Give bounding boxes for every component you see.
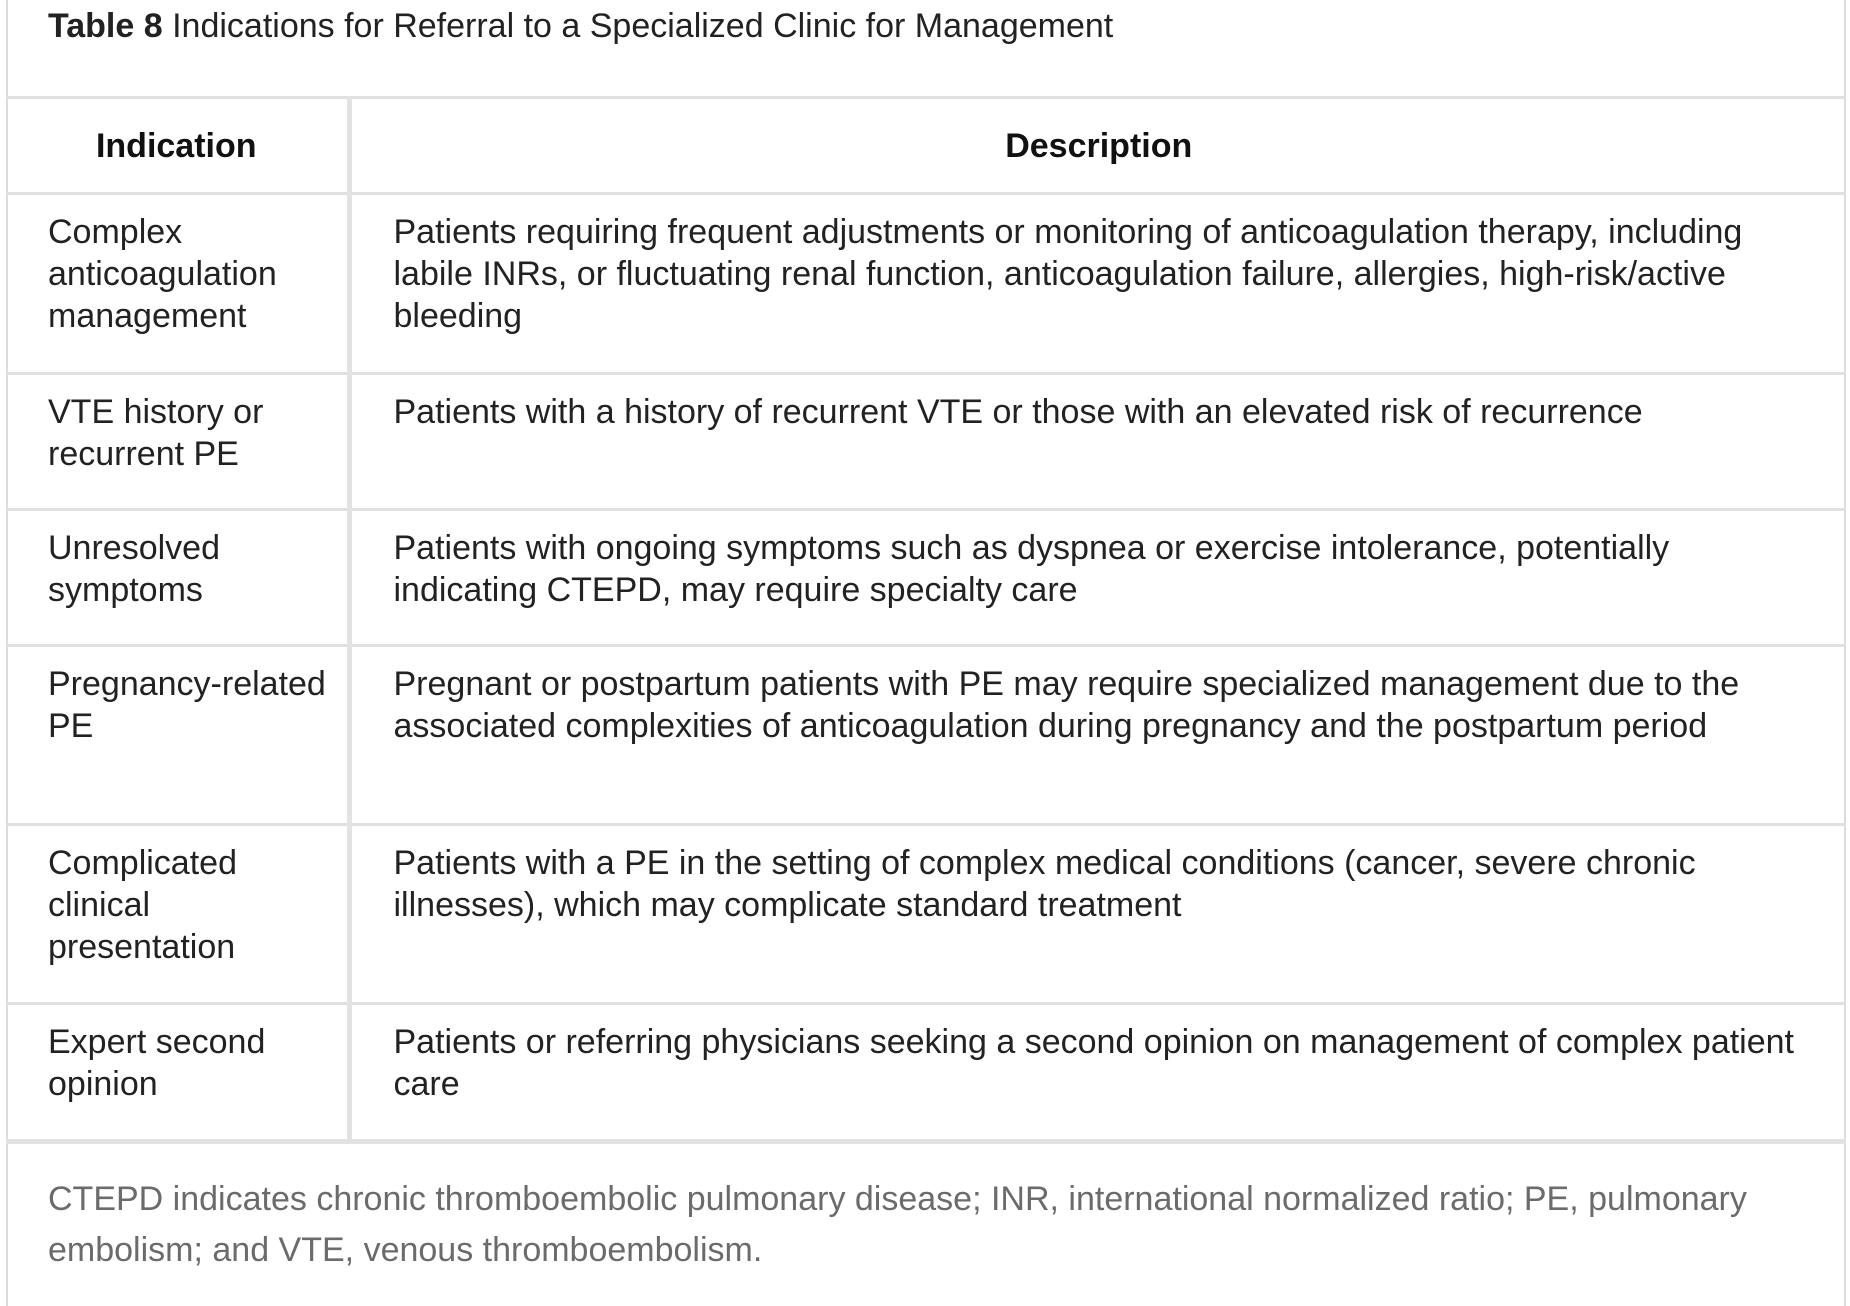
description-cell: Pregnant or postpartum patients with PE may require specialized management due to the associated complexities of anticoagulation during pregnancy and the postpartum period [349, 646, 1846, 825]
description-cell: Patients with a PE in the setting of complex medical conditions (cancer, severe chronic illnesses), which may complicate standard treatment [349, 825, 1846, 1004]
table-row [6, 374, 1846, 510]
table-row [6, 646, 1846, 825]
description-cell: Patients or referring physicians seeking a second opinion on management of complex patient care [349, 1004, 1846, 1142]
table-row [6, 194, 1846, 374]
header-indication: Indication [6, 98, 349, 194]
table-row [6, 825, 1846, 1004]
description-cell: Patients with ongoing symptoms such as dyspnea or exercise intolerance, potentially indicating CTEPD, may require specialty care [349, 510, 1846, 646]
indication-cell: VTE history or recurrent PE [6, 374, 349, 510]
table-title: Indications for Referral to a Specialized Clinic for Management [172, 7, 1114, 45]
header-row [6, 98, 1846, 194]
table-label: Table 8 [48, 7, 163, 45]
description-cell: Patients with a history of recurrent VTE or those with an elevated risk of recurrence [349, 374, 1846, 510]
indication-cell: Complicated clinical presentation [6, 825, 349, 1004]
table-footnote: CTEPD indicates chronic thromboembolic pulmonary disease; INR, international normalized ratio; PE, pulmonary embolism; and VTE, venous thromboembolism. [48, 1180, 1747, 1269]
referral-table [6, 96, 1846, 1144]
description-cell: Patients requiring frequent adjustments or monitoring of anticoagulation therapy, including labile INRs, or fluctuating renal function, anticoagulation failure, allergies, high-risk/active bleeding [349, 194, 1846, 374]
table-caption [48, 4, 1113, 48]
table-row [6, 510, 1846, 646]
indication-cell: Complex anticoagulation management [6, 194, 349, 374]
indication-cell: Expert second opinion [6, 1004, 349, 1142]
table-row [6, 1004, 1846, 1142]
indication-cell: Unresolved symptoms [6, 510, 349, 646]
indication-cell: Pregnancy-related PE [6, 646, 349, 825]
header-description: Description [349, 98, 1846, 194]
